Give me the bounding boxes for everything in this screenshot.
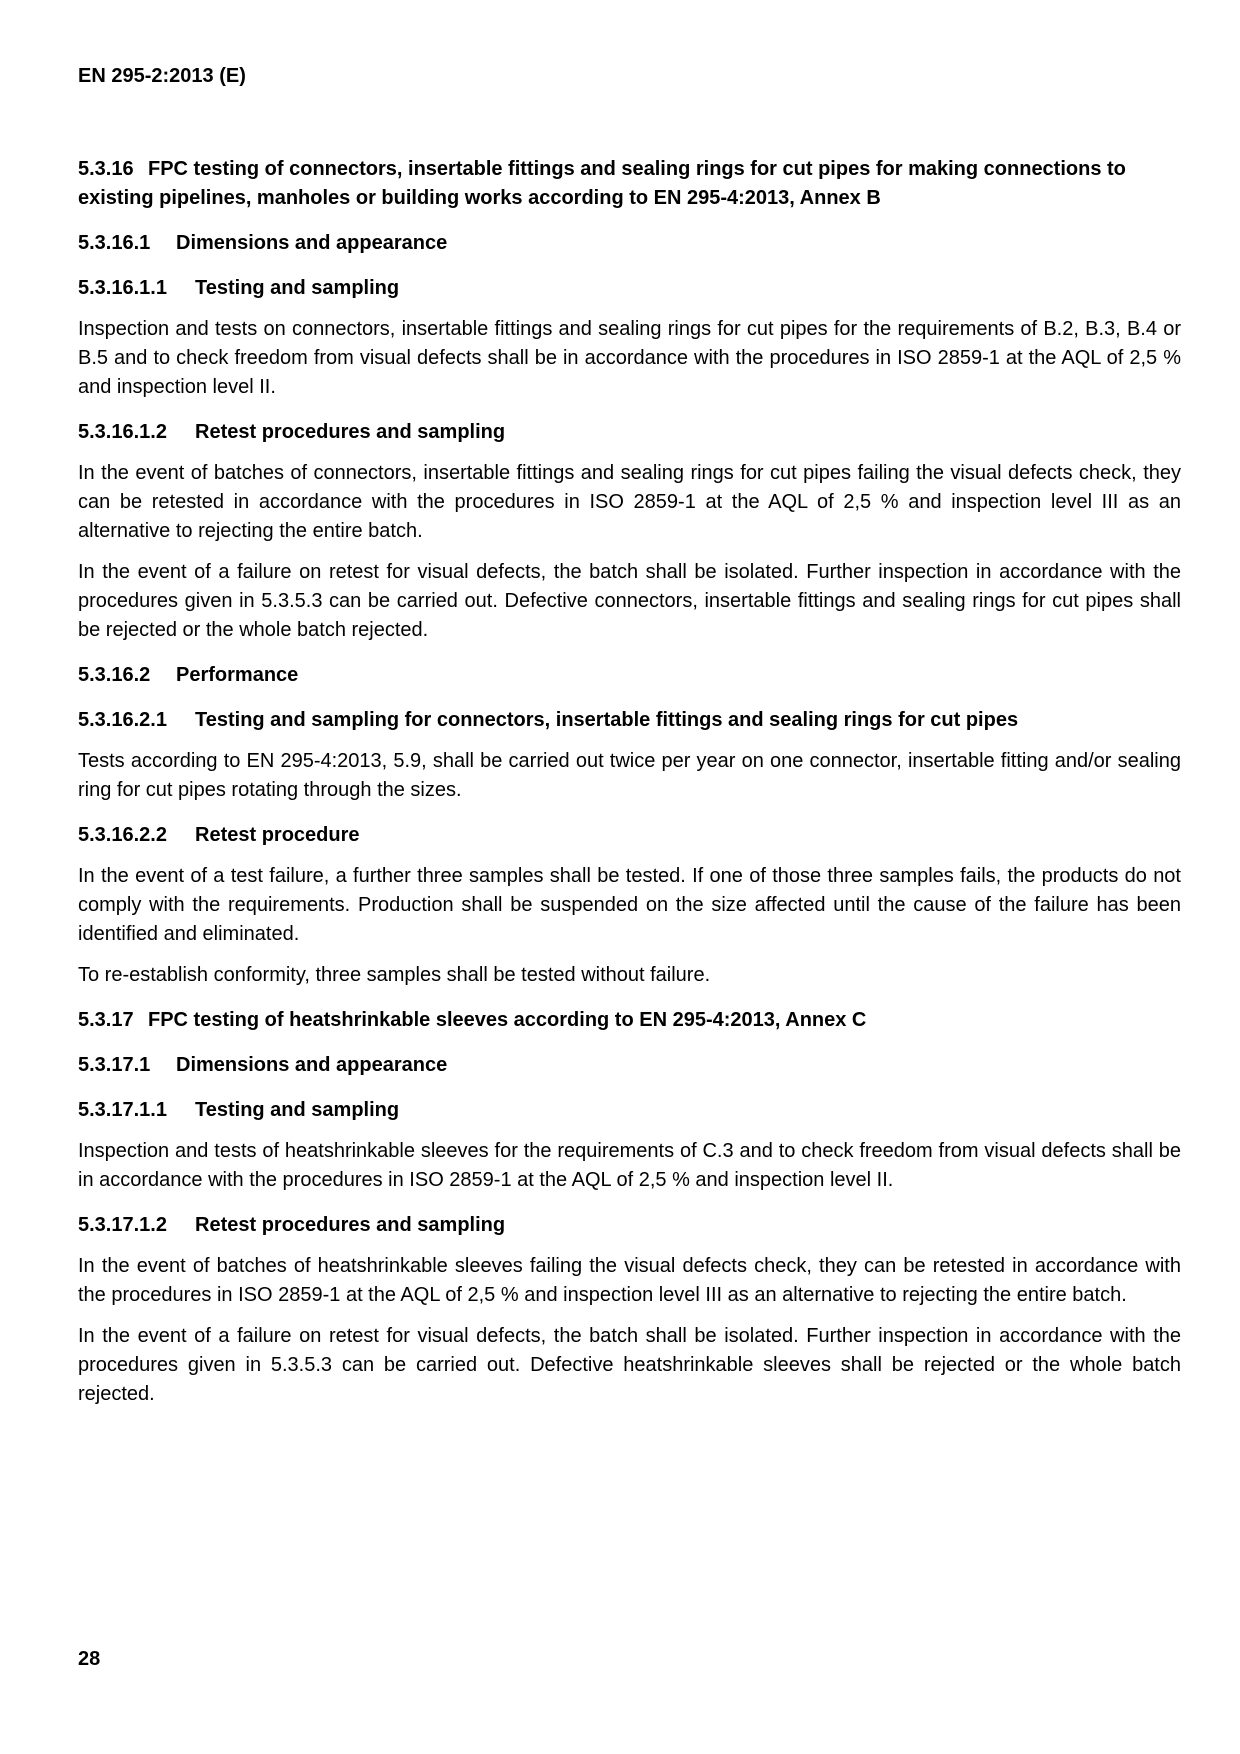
heading-title: FPC testing of connectors, insertable fittings and sealing rings for cut pipes for making connections to existing pipelines, manholes or building works according to EN 295-4:2013, Annex B [78,158,1126,209]
heading-title: Performance [176,664,299,686]
heading-title: FPC testing of heatshrinkable sleeves according to EN 295-4:2013, Annex C [148,1009,867,1031]
heading-5-3-16-2 [78,661,1181,690]
heading-title: Retest procedures and sampling [195,421,506,443]
heading-number: 5.3.16 [78,158,134,180]
heading-5-3-16-1-1 [78,274,1181,303]
heading-title: Retest procedures and sampling [195,1214,506,1236]
standard-reference: EN 295-2:2013 (E) [78,65,246,87]
heading-5-3-16 [78,155,1181,213]
heading-5-3-17-1-1 [78,1096,1181,1125]
body-paragraph: In the event of a test failure, a further three samples shall be tested. If one of those three samples fails, the products do not comply with the requirements. Production shall be suspended on the size affected until the cause of the failure has been identified and eliminated. [78,865,1181,945]
heading-5-3-16-2-1 [78,706,1181,735]
heading-5-3-16-1 [78,229,1181,258]
body-paragraph: To re-establish conformity, three samples shall be tested without failure. [78,964,711,986]
heading-number: 5.3.16.2.1 [78,709,167,731]
body-paragraph: Inspection and tests on connectors, insertable fittings and sealing rings for cut pipes for the requirements of B.2, B.3, B.4 or B.5 and to check freedom from visual defects shall be in accordance with the procedures in ISO 2859-1 at the AQL of 2,5 % and inspection level II. [78,318,1181,398]
heading-5-3-17 [78,1006,1181,1035]
body-paragraph: Inspection and tests of heatshrinkable sleeves for the requirements of C.3 and to check freedom from visual defects shall be in accordance with the procedures in ISO 2859-1 at the AQL of 2,5 % and inspection level II. [78,1140,1181,1191]
heading-5-3-16-2-2 [78,821,1181,850]
heading-title: Dimensions and appearance [176,232,448,254]
body-paragraph: In the event of a failure on retest for visual defects, the batch shall be isolated. Further inspection in accordance with the procedures given in 5.3.5.3 can be carried out. Defective connectors, insertable fittings and sealing rings for cut pipes shall be rejected or the whole batch rejected. [78,561,1181,641]
body-paragraph: In the event of batches of heatshrinkable sleeves failing the visual defects check, they can be retested in accordance with the procedures in ISO 2859-1 at the AQL of 2,5 % and inspection level III as an alternative to rejecting the entire batch. [78,1255,1181,1306]
page-number: 28 [78,1648,101,1670]
heading-title: Testing and sampling for connectors, insertable fittings and sealing rings for cut pipes [195,709,1019,731]
heading-title: Dimensions and appearance [176,1054,448,1076]
heading-5-3-17-1 [78,1051,1181,1080]
heading-title: Retest procedure [195,824,360,846]
body-paragraph: In the event of batches of connectors, insertable fittings and sealing rings for cut pipes failing the visual defects check, they can be retested in accordance with the procedures in ISO 2859-1 at the AQL of 2,5 % and inspection level III as an alternative to rejecting the entire batch. [78,462,1181,542]
heading-number: 5.3.16.2.2 [78,824,167,846]
heading-number: 5.3.17.1 [78,1054,151,1076]
heading-number: 5.3.17.1.2 [78,1214,167,1236]
heading-number: 5.3.17.1.1 [78,1099,167,1121]
heading-number: 5.3.16.2 [78,664,151,686]
heading-title: Testing and sampling [195,277,400,299]
heading-5-3-17-1-2 [78,1211,1181,1240]
heading-number: 5.3.17 [78,1009,134,1031]
page-header [78,62,1181,91]
heading-number: 5.3.16.1.1 [78,277,167,299]
body-paragraph: In the event of a failure on retest for visual defects, the batch shall be isolated. Further inspection in accordance with the procedures given in 5.3.5.3 can be carried out. Defective heatshrinkable sleeves shall be rejected or the whole batch rejected. [78,1325,1181,1405]
page-footer [78,1645,100,1674]
heading-number: 5.3.16.1 [78,232,151,254]
heading-number: 5.3.16.1.2 [78,421,167,443]
heading-title: Testing and sampling [195,1099,400,1121]
heading-5-3-16-1-2 [78,418,1181,447]
body-paragraph: Tests according to EN 295-4:2013, 5.9, shall be carried out twice per year on one connector, insertable fitting and/or sealing ring for cut pipes rotating through the sizes. [78,750,1181,801]
